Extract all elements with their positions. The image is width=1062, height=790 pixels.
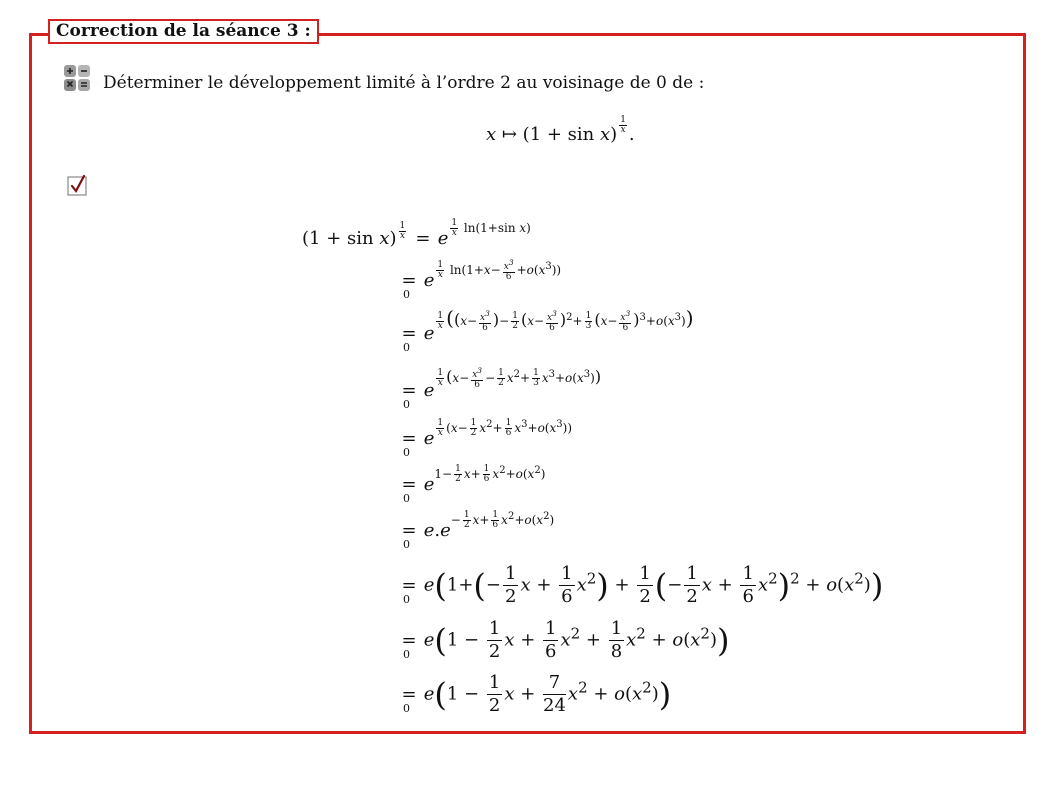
derivation-line-3: = 0 e $^{\frac{1}{x} ((x- \frac{x^3}{6} )- \frac{1}{2} (x- \frac{x^3}{6} )^2+ \frac{1}{3} (x- \frac{x^3}{6} )^3+o(x^3))}$	[401, 306, 694, 354]
exercise-statement: Déterminer le développement limité à l’ordre 2 au voisinage de 0 de :	[103, 73, 705, 93]
derivation-line-6: = 0 $e^{1- \frac{1}{2} x+ \frac{1}{6} x^2+o(x^2)}$	[401, 464, 546, 505]
derivation-line-2: = 0 e $^{\frac{1}{x} ln(1+x- \frac{x^3}{6} +o(x^3))}$	[401, 258, 562, 301]
frame-title: Correction de la séance 3 :	[48, 19, 319, 44]
function-formula: x ↦ (1 + sin x) $\frac{1}{x}$ .	[486, 114, 635, 145]
derivation-line-7: = 0 $e.e^{- \frac{1}{2} x+ \frac{1}{6} x^2+o(x^2)}$	[401, 510, 555, 551]
calculator-icon	[64, 65, 90, 91]
checkmark-icon	[67, 174, 89, 196]
derivation-line-4: = 0 e $^{\frac{1}{x} (x- \frac{x^3}{6} - \frac{1}{2} x^2+ \frac{1}{3} x^3+o(x^3))}$	[401, 366, 602, 411]
derivation-line-10: = 0 e(1 − $\frac{1}{2}$ x + $\frac{7}{24}$ $x^2 + o(x^2)$)	[401, 672, 672, 716]
derivation-line-8: = 0 e(1+(− $\frac{1}{2}$ x + $\frac{1}{6}$ $x^2$) + $\frac{1}{2}$ (− $\frac{1}{2}$ x + $\frac{1}{6}$ $x^2)^2 + o(x^2)$)	[401, 563, 884, 607]
derivation-line-1: (1 + sin x) $\frac{1}{x}$ = e $^{\frac{1}{x} ln(1+sin x)}$	[302, 218, 531, 249]
derivation-line-5: = 0 e $^{\frac{1}{x} (x- \frac{1}{2} x^2+ \frac{1}{6} x^3+o(x^3))}$	[401, 418, 573, 459]
derivation-line-9: = 0 e(1 − $\frac{1}{2}$ x + $\frac{1}{6}$ $x^2$ + $\frac{1}{8}$ $x^2 + o(x^2)$)	[401, 618, 730, 662]
